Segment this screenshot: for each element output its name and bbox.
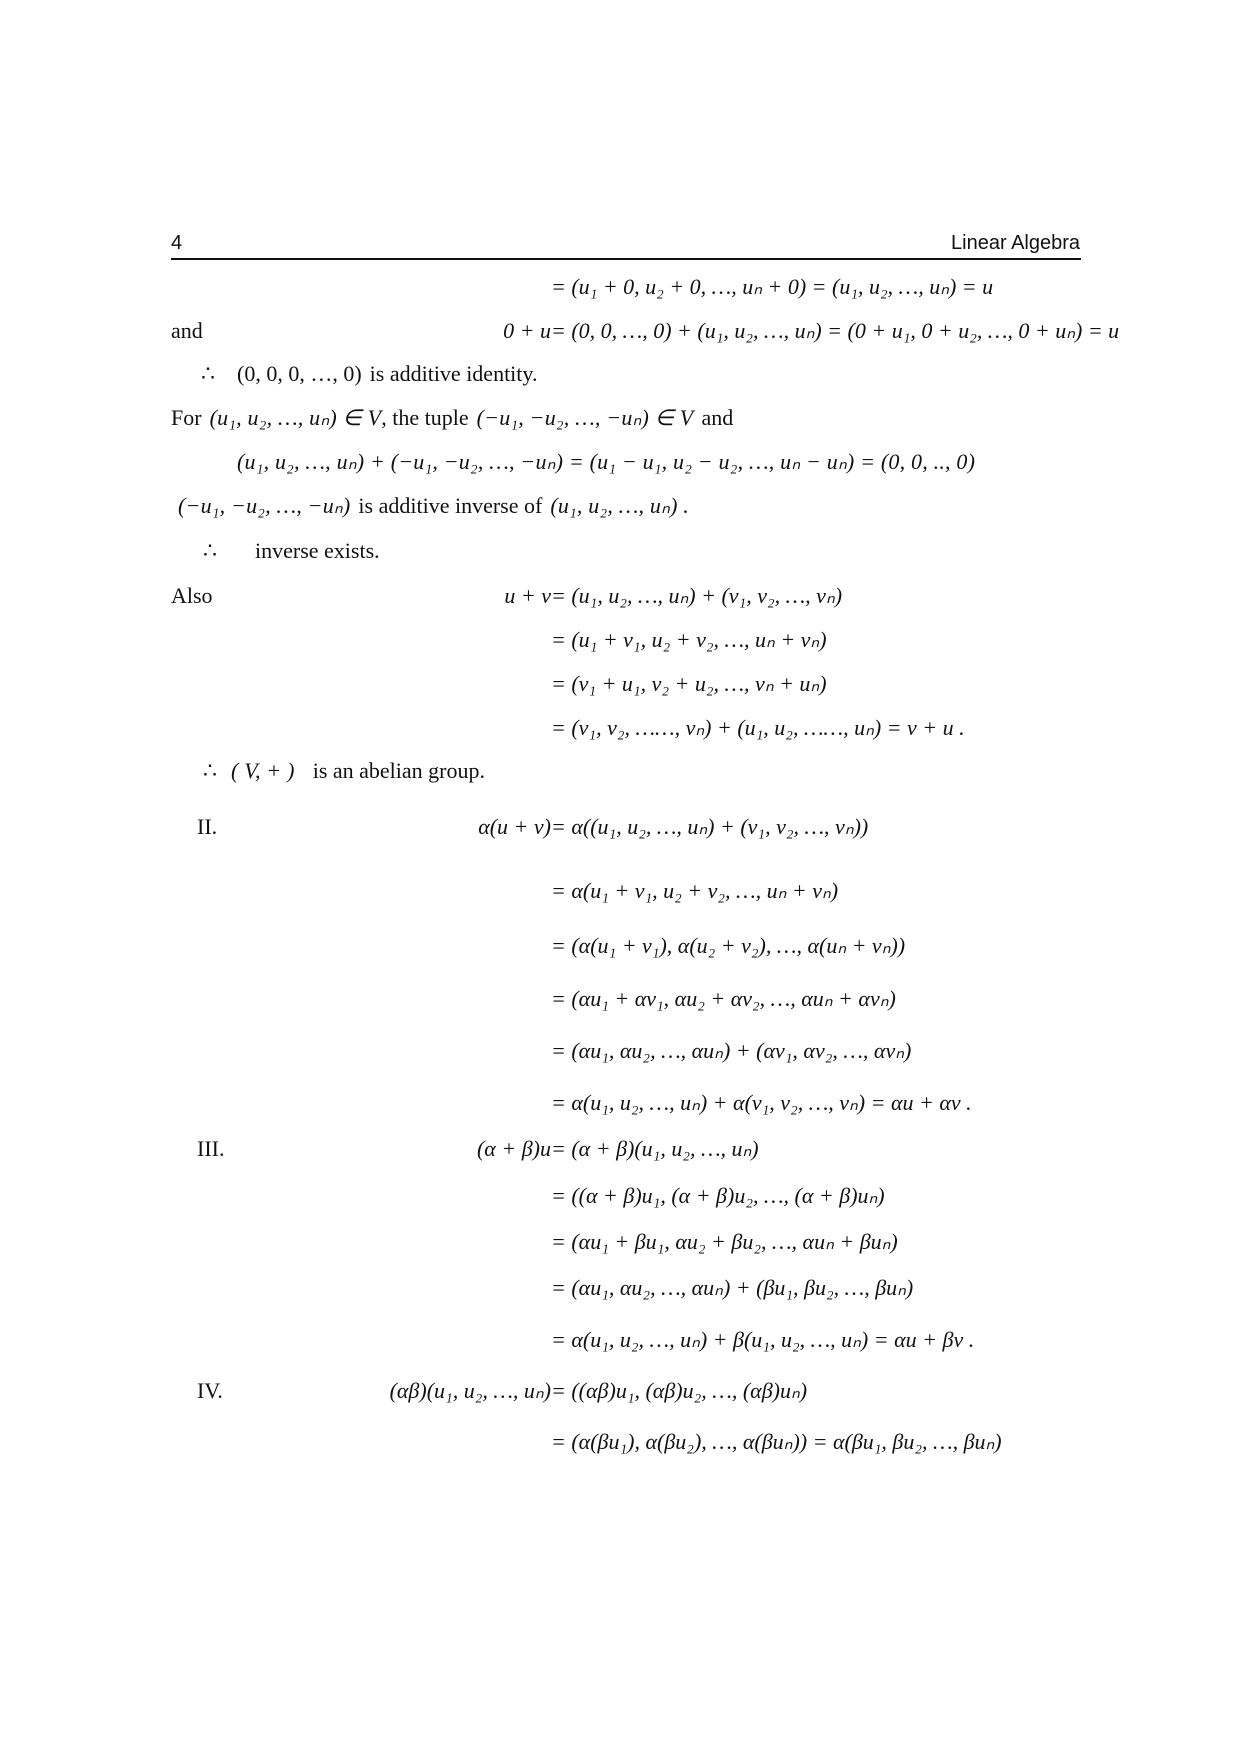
text-line: [0, 405, 1241, 435]
equation-rhs: = (α(βu₁), α(βu₂), …, α(βuₙ)) = α(βu₁, βu₂, …, βuₙ): [551, 1429, 1002, 1454]
text: , the tuple: [381, 405, 469, 430]
equation-rhs: = (αu₁ + αv₁, αu₂ + αv₂, …, αuₙ + αvₙ): [551, 986, 896, 1011]
equation-lhs: u + v: [504, 583, 551, 608]
equation-line: [0, 274, 1241, 304]
therefore-symbol: ∴: [203, 538, 217, 563]
equation-rhs: = ((αβ)u₁, (αβ)u₂, …, (αβ)uₙ): [551, 1378, 808, 1403]
equation-rhs: = (v₁, v₂, ……, vₙ) + (u₁, u₂, ……, uₙ) = v + u .: [551, 715, 965, 740]
equation-line: [0, 627, 1241, 657]
section-label-iii: III.: [197, 1136, 225, 1161]
equation-line: [0, 1229, 1241, 1259]
running-title: Linear Algebra: [951, 232, 1080, 254]
equation-lhs: 0 + u: [503, 318, 551, 343]
math: (u₁, u₂, …, uₙ) ∈ V: [209, 405, 382, 430]
page-number: 4: [171, 232, 183, 254]
label-also: Also: [171, 583, 213, 608]
text: is additive inverse of: [358, 493, 543, 518]
text: is additive identity.: [369, 361, 538, 386]
equation-line: [0, 1275, 1241, 1305]
text: For: [171, 405, 202, 430]
text-line: [0, 493, 1241, 523]
equation-rhs: = (α(u₁ + v₁), α(u₂ + v₂), …, α(uₙ + vₙ)): [551, 933, 906, 958]
equation-rhs: = (u₁ + v₁, u₂ + v₂, …, uₙ + vₙ): [551, 627, 827, 652]
equation-rhs: = α(u₁, u₂, …, uₙ) + α(v₁, v₂, …, vₙ) = αu + αv .: [551, 1090, 972, 1115]
equation-rhs: = (αu₁, αu₂, …, αuₙ) + (βu₁, βu₂, …, βuₙ): [551, 1275, 914, 1300]
equation-line: [0, 449, 1241, 479]
equation-line: [0, 318, 1241, 348]
text-line: [0, 538, 1241, 568]
equation-rhs: = (αu₁, αu₂, …, αuₙ) + (αv₁, αv₂, …, αvₙ): [551, 1038, 912, 1063]
equation-rhs: = (αu₁ + βu₁, αu₂ + βu₂, …, αuₙ + βuₙ): [551, 1229, 898, 1254]
equation-line: [0, 1429, 1241, 1459]
equation-rhs: = (u₁ + 0, u₂ + 0, …, uₙ + 0) = (u₁, u₂, …, uₙ) = u: [551, 274, 994, 299]
therefore-symbol: ∴: [203, 758, 217, 783]
text: is an abelian group.: [312, 758, 485, 783]
equation-lhs: α(u + v): [478, 814, 551, 839]
math: (−u₁, −u₂, …, −uₙ): [178, 493, 351, 518]
equation-line: [0, 1327, 1241, 1357]
equation-rhs: = ((α + β)u₁, (α + β)u₂, …, (α + β)uₙ): [551, 1183, 885, 1208]
math: (u₁, u₂, …, uₙ) .: [550, 493, 690, 518]
equation-lhs: (α + β)u: [476, 1136, 551, 1161]
text-flow: [203, 538, 388, 564]
equation-line: [0, 878, 1241, 908]
text-flow: [201, 361, 545, 387]
equation-rhs: = (u₁, u₂, …, uₙ) + (v₁, v₂, …, vₙ): [551, 583, 843, 608]
equation-rhs: = α((u₁, u₂, …, uₙ) + (v₁, v₂, …, vₙ)): [551, 814, 869, 839]
equation-line: [0, 933, 1241, 963]
equation-line: [0, 1378, 1241, 1408]
text: inverse exists.: [255, 538, 380, 563]
equation-line: [0, 1038, 1241, 1068]
math: ( V, + ): [231, 758, 295, 783]
equation-rhs: = α(u₁, u₂, …, uₙ) + β(u₁, u₂, …, uₙ) = αu + βv .: [551, 1327, 975, 1352]
equation-rhs: = α(u₁ + v₁, u₂ + v₂, …, uₙ + vₙ): [551, 878, 839, 903]
equation-line: [0, 986, 1241, 1016]
text-flow: [203, 758, 493, 784]
header-rule: [171, 258, 1081, 260]
equation-line: [0, 814, 1241, 844]
equation-line: [0, 1183, 1241, 1213]
text-line: [0, 758, 1241, 788]
equation-rhs: = (v₁ + u₁, v₂ + u₂, …, vₙ + uₙ): [551, 671, 827, 696]
therefore-symbol: ∴: [201, 361, 215, 386]
zero-tuple: (0, 0, 0, …, 0): [237, 361, 362, 386]
section-label-iv: IV.: [197, 1378, 223, 1403]
section-label-ii: II.: [197, 814, 218, 839]
equation-line: [0, 671, 1241, 701]
text-line: [0, 361, 1241, 391]
text-flow: [178, 493, 697, 519]
equation-line: [0, 715, 1241, 745]
equation-rhs: = (0, 0, …, 0) + (u₁, u₂, …, uₙ) = (0 + u₁, 0 + u₂, …, 0 + uₙ) = u: [551, 318, 1120, 343]
text-flow: [171, 405, 741, 431]
equation-line: [0, 583, 1241, 613]
equation-line: [0, 1136, 1241, 1166]
equation-rhs: = (α + β)(u₁, u₂, …, uₙ): [551, 1136, 759, 1161]
math: (u₁, u₂, …, uₙ) + (−u₁, −u₂, …, −uₙ) = (u₁ − u₁, u₂ − u₂, …, uₙ − uₙ) = (0, 0, .., 0): [237, 449, 976, 474]
equation-line: [0, 1090, 1241, 1120]
text: and: [701, 405, 734, 430]
equation-lhs: (αβ)(u₁, u₂, …, uₙ): [389, 1378, 551, 1403]
label-and: and: [171, 318, 203, 343]
math: (−u₁, −u₂, …, −uₙ) ∈ V: [476, 405, 694, 430]
